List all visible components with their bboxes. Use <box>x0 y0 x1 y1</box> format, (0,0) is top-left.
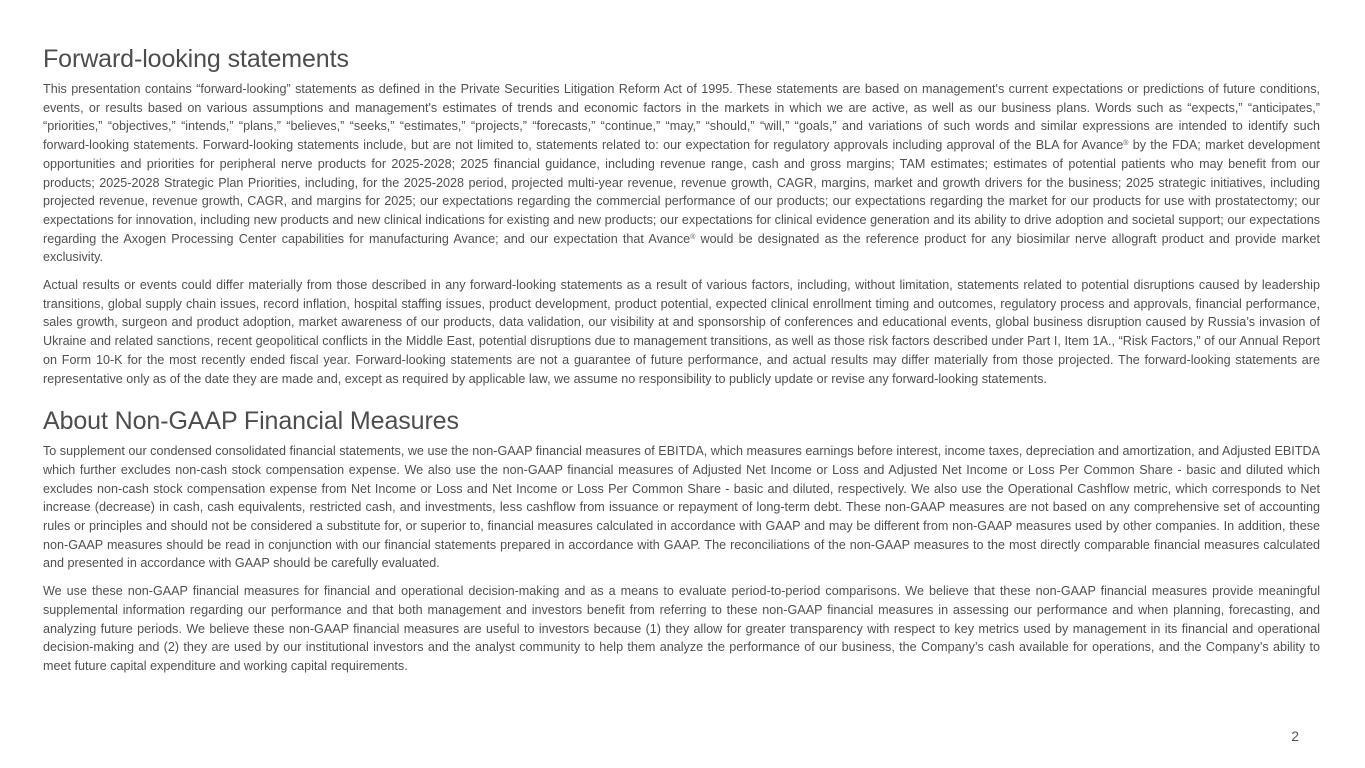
paragraph-text-part-c: would be designated as the reference product for any biosimilar nerve allograft product and provide market exclusivity. <box>43 231 1320 265</box>
non-gaap-paragraph-2: We use these non-GAAP financial measures for financial and operational decision-making and as a means to evaluate period-to-period comparisons. We believe that these non-GAAP financial measures provide meaningful supplemental information regarding our performance and that both management and investors benefit from referring to these non-GAAP financial measures in assessing our performance and when planning, forecasting, and analyzing future periods. We believe these non-GAAP financial measures are useful to investors because (1) they allow for greater transparency with respect to key metrics used by management in its financial and operational decision-making and (2) they are used by our institutional investors and the analyst community to help them analyze the performance of our business, the Company’s cash available for operations, and the Company’s ability to meet future capital expenditure and working capital requirements. <box>43 584 1320 673</box>
forward-looking-heading: Forward-looking statements <box>43 45 349 73</box>
paragraph-text-part-a: This presentation contains “forward-looking” statements as defined in the Private Securities Litigation Reform Act of 1995. These statements are based on management's current expectations or predictions of future conditions, events, or results based on various assumptions and management's estimates of trends and economic factors in the markets in which we are active, as well as our business plans. Words such as “expects,” “anticipates,” “priorities,” “objectives,” “intends,” “plans,” “believes,” “seeks,” “estimates,” “projects,” “forecasts,” “continue,” “may,” “should,” “will,” “goals,” and variations of such words and similar expressions are intended to identify such forward-looking statements. Forward-looking statements include, but are not limited to, statements related to: our expectation for regulatory approvals including approval of the BLA for Avance <box>43 82 1320 153</box>
registered-mark: ® <box>1123 140 1129 148</box>
slide-content <box>43 44 1320 685</box>
registered-mark: ® <box>690 233 696 241</box>
non-gaap-paragraph-1: To supplement our condensed consolidated financial statements, we use the non-GAAP financial measures of EBITDA, which measures earnings before interest, income taxes, depreciation and amortization, and Adjusted EBITDA which further excludes non-cash stock compensation expense. We also use the non-GAAP financial measures of Adjusted Net Income or Loss and Adjusted Net Income or Loss Per Common Share - basic and diluted which excludes non-cash stock compensation expense from Net Income or Loss and Net Income or Loss Per Common Share - basic and diluted, respectively. We also use the Operational Cashflow metric, which corresponds to Net increase (decrease) in cash, cash equivalents, restricted cash, and investments, less cashflow from issuance or repayment of long-term debt. These non-GAAP measures are not based on any comprehensive set of accounting rules or principles and should not be considered a substitute for, or superior to, financial measures calculated in accordance with GAAP and may be different from non-GAAP measures used by other companies. In addition, these non-GAAP measures should be read in conjunction with our financial statements prepared in accordance with GAAP. The reconciliations of the non-GAAP measures to the most directly comparable financial measures calculated and presented in accordance with GAAP should be carefully evaluated. <box>43 444 1320 571</box>
forward-looking-paragraph-1 <box>43 80 1320 267</box>
forward-looking-paragraph-2: Actual results or events could differ materially from those described in any forward-looking statements as a result of various factors, including, without limitation, statements related to potential disruptions caused by leadership transitions, global supply chain issues, record inflation, hospital staffing issues, product development, product potential, expected clinical enrollment timing and outcomes, regulatory process and approvals, financial performance, sales growth, surgeon and product adoption, market awareness of our products, data validation, our visibility at and sponsorship of conferences and educational events, global business disruption caused by Russia’s invasion of Ukraine and related sanctions, recent geopolitical conflicts in the Middle East, potential disruptions due to management transitions, as well as those risk factors described under Part I, Item 1A., “Risk Factors,” of our Annual Report on Form 10-K for the most recently ended fiscal year. Forward-looking statements are not a guarantee of future performance, and actual results may differ materially from those projected. The forward-looking statements are representative only as of the date they are made and, except as required by applicable law, we assume no responsibility to publicly update or revise any forward-looking statements. <box>43 278 1320 386</box>
page-number: 2 <box>1291 728 1299 744</box>
non-gaap-heading: About Non-GAAP Financial Measures <box>43 407 459 436</box>
paragraph-text-part-b: by the FDA; market development opportunities and priorities for peripheral nerve products for 2025-2028; 2025 financial guidance, including revenue range, cash and gross margins; TAM estimates; estimates of potential patients who may benefit from our products; 2025-2028 Strategic Plan Priorities, including, for the 2025-2028 period, projected multi-year revenue, revenue growth, CAGR, margins, market and growth drivers for the business; 2025 strategic initiatives, including projected revenue, revenue growth, CAGR, and margins for 2025; our expectations regarding the commercial performance of our products; our expectations regarding the market for our products for use with prostatectomy; our expectations for innovation, including new products and new clinical indications for existing and new products; our expectations for clinical evidence generation and its ability to drive adoption and societal support; our expectations regarding the Axogen Processing Center capabilities for manufacturing Avance; and our expectation that Avance <box>43 138 1320 246</box>
